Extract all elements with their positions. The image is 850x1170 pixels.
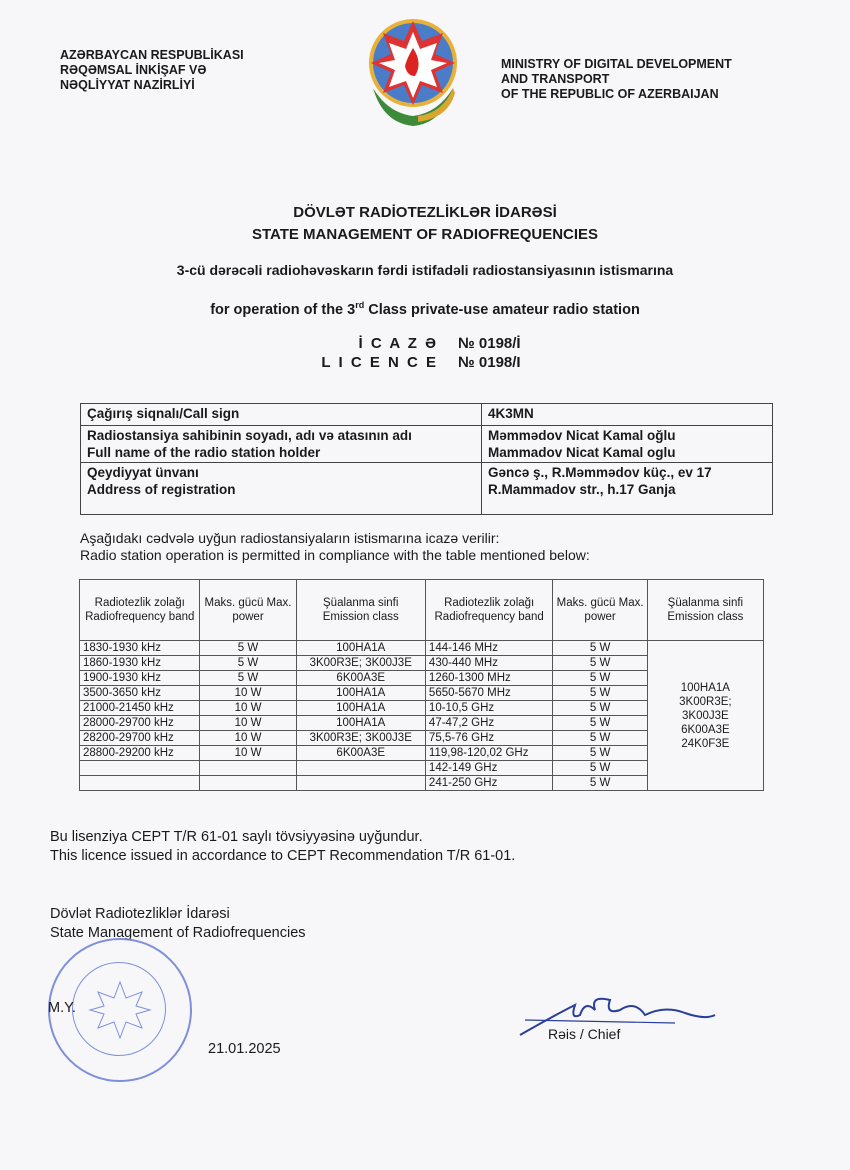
issuer-az: Dövlət Radiotezliklər İdarəsi [50, 906, 230, 922]
table-cell: 5 W [553, 641, 647, 656]
table-cell: 10 W [200, 686, 296, 701]
table-cell: 241-250 GHz [425, 776, 553, 791]
shared-emission-class-cell [647, 641, 763, 791]
holder-label-az: Radiostansiya sahibinin soyadı, adı və atasının adı [87, 428, 412, 443]
table-cell: 5 W [553, 776, 647, 791]
table-cell: 1900-1930 kHz [80, 671, 200, 686]
purpose-text: for operation of the 3 [210, 301, 356, 318]
licence-number-en: № 0198/I [458, 354, 521, 371]
table-cell: 1830-1930 kHz [80, 641, 200, 656]
table-cell [80, 761, 200, 776]
table-cell: 5 W [553, 656, 647, 671]
frequency-bands-table [79, 579, 764, 791]
issue-date: 21.01.2025 [208, 1041, 281, 1057]
table-cell [80, 776, 200, 791]
call-sign-value: 4K3MN [488, 406, 534, 421]
table-cell: 5 W [200, 671, 296, 686]
purpose-text: Class private-use amateur radio station [364, 301, 640, 318]
table-row [81, 404, 773, 426]
emission-class: 3K00R3E; [679, 695, 732, 708]
address-label-en: Address of registration [87, 482, 236, 497]
purpose-en [0, 300, 850, 318]
column-header: Radiotezlik zolağı Radiofrequency band [425, 580, 553, 641]
address-label-az: Qeydiyyat ünvanı [87, 465, 199, 480]
header-line: AZƏRBAYCAN RESPUBLİKASI [60, 48, 244, 62]
table-cell [200, 776, 296, 791]
table-cell: 5 W [553, 761, 647, 776]
table-cell: 5 W [553, 686, 647, 701]
table-cell: 28200-29700 kHz [80, 731, 200, 746]
header-line: AND TRANSPORT [501, 72, 610, 86]
table-cell: 3500-3650 kHz [80, 686, 200, 701]
column-header: Radiotezlik zolağı Radiofrequency band [80, 580, 200, 641]
table-cell: 5 W [553, 671, 647, 686]
chief-title: Rəis / Chief [548, 1026, 621, 1042]
table-cell: 100HA1A [296, 716, 425, 731]
table-cell: 5 W [200, 641, 296, 656]
column-header: Maks. gücü Max. power [200, 580, 296, 641]
agency-name-en: STATE MANAGEMENT OF RADIOFREQUENCIES [251, 226, 599, 243]
emission-class: 100HA1A [680, 681, 730, 694]
table-cell [200, 761, 296, 776]
header-line: RƏQƏMSAL İNKİŞAF VƏ [60, 63, 207, 77]
licence-label-az: İ C A Z Ə [358, 335, 438, 352]
table-cell: 6K00A3E [296, 671, 425, 686]
table-header-row [80, 580, 764, 641]
coat-of-arms-emblem [363, 18, 463, 133]
licence-number-az: № 0198/İ [458, 335, 521, 352]
purpose-az: 3-cü dərəcəli radiohəvəskarın fərdi istifadəli radiostansiyasının istismarına [176, 262, 674, 278]
call-sign-label: Çağırış siqnalı/Call sign [87, 406, 240, 421]
table-cell: 5 W [553, 701, 647, 716]
permit-text-en: Radio station operation is permitted in compliance with the table mentioned below: [80, 547, 590, 563]
table-cell: 5 W [553, 716, 647, 731]
table-cell: 6K00A3E [296, 746, 425, 761]
table-cell: 119,98-120,02 GHz [425, 746, 553, 761]
table-row [81, 426, 773, 463]
table-cell: 142-149 GHz [425, 761, 553, 776]
table-cell [296, 761, 425, 776]
column-header: Maks. gücü Max. power [553, 580, 647, 641]
ministry-name-az [60, 48, 244, 93]
issuer [50, 905, 306, 943]
table-cell: 21000-21450 kHz [80, 701, 200, 716]
column-header: Şüalanma sinfi Emission class [647, 580, 763, 641]
table-cell: 5 W [200, 656, 296, 671]
address-az: Gəncə ş., R.Məmmədov küç., ev 17 [488, 465, 712, 480]
issuer-en: State Management of Radiofrequencies [50, 925, 306, 941]
holder-name-en: Mammadov Nicat Kamal oglu [488, 445, 676, 460]
table-cell: 430-440 MHz [425, 656, 553, 671]
table-cell: 3K00R3E; 3K00J3E [296, 731, 425, 746]
table-cell: 10-10,5 GHz [425, 701, 553, 716]
table-cell: 10 W [200, 716, 296, 731]
emission-class: 3K00J3E [682, 709, 729, 722]
holder-label-en: Full name of the radio station holder [87, 445, 321, 460]
table-cell: 5 W [553, 746, 647, 761]
seal-place-label: M.Y. [48, 1000, 76, 1016]
permit-text-az: Aşağıdakı cədvələ uyğun radiostansiyaların istismarına icazə verilir: [80, 530, 500, 546]
table-cell: 144-146 MHz [425, 641, 553, 656]
table-cell [296, 776, 425, 791]
table-cell: 28800-29200 kHz [80, 746, 200, 761]
cept-note [50, 828, 515, 866]
table-cell: 100HA1A [296, 686, 425, 701]
table-row [80, 641, 764, 656]
licence-label-en: L I C E N C E [321, 354, 438, 371]
table-cell: 3K00R3E; 3K00J3E [296, 656, 425, 671]
table-cell: 100HA1A [296, 701, 425, 716]
cept-note-az: Bu lisenziya CEPT T/R 61-01 saylı tövsiyyəsinə uyğundur. [50, 829, 423, 845]
header-line: OF THE REPUBLIC OF AZERBAIJAN [501, 87, 719, 101]
holder-info-table [80, 403, 773, 515]
ministry-name-en [501, 57, 732, 102]
table-cell: 5650-5670 MHz [425, 686, 553, 701]
table-cell: 10 W [200, 701, 296, 716]
address-en: R.Mammadov str., h.17 Ganja [488, 482, 676, 497]
header-line: NƏQLİYYAT NAZİRLİYİ [60, 78, 195, 92]
holder-name-az: Məmmədov Nicat Kamal oğlu [488, 428, 676, 443]
table-cell: 1260-1300 MHz [425, 671, 553, 686]
purpose-superscript: rd [355, 300, 365, 310]
table-cell: 100HA1A [296, 641, 425, 656]
emission-class: 24K0F3E [681, 737, 730, 750]
permit-text [80, 530, 590, 564]
table-cell: 75,5-76 GHz [425, 731, 553, 746]
table-cell: 1860-1930 kHz [80, 656, 200, 671]
table-cell: 10 W [200, 746, 296, 761]
table-cell: 10 W [200, 731, 296, 746]
table-cell: 5 W [553, 731, 647, 746]
table-row [81, 463, 773, 515]
table-cell: 28000-29700 kHz [80, 716, 200, 731]
column-header: Şüalanma sinfi Emission class [296, 580, 425, 641]
licence-title [318, 334, 521, 372]
table-cell: 47-47,2 GHz [425, 716, 553, 731]
header-line: MINISTRY OF DIGITAL DEVELOPMENT [501, 57, 732, 71]
emission-class: 6K00A3E [681, 723, 730, 736]
agency-name-az: DÖVLƏT RADİOTEZLİKLƏR İDARƏSİ [293, 204, 557, 221]
cept-note-en: This licence issued in accordance to CEPT Recommendation T/R 61-01. [50, 848, 516, 864]
